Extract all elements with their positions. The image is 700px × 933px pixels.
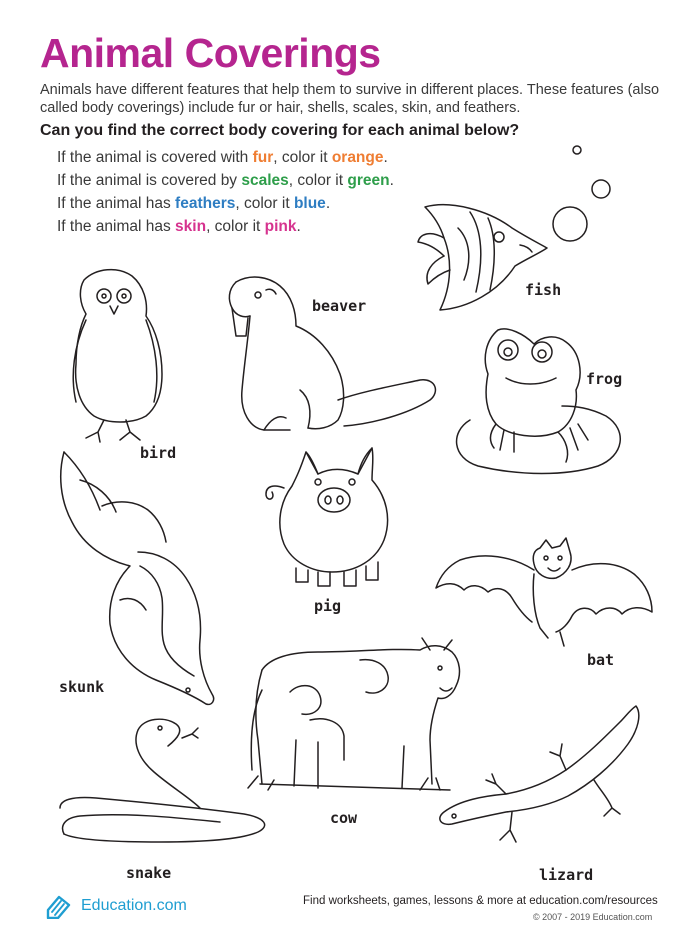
cow-drawing[interactable] <box>248 638 459 790</box>
label-bird: bird <box>140 444 177 462</box>
skunk-drawing[interactable] <box>61 452 214 704</box>
keyword-fur: fur <box>252 149 274 166</box>
label-pig: pig <box>314 597 342 615</box>
label-beaver: beaver <box>312 297 367 315</box>
pencil-logo-icon <box>45 893 75 919</box>
page-title: Animal Coverings <box>40 30 381 76</box>
label-skunk: skunk <box>59 678 105 696</box>
label-fish: fish <box>525 281 562 299</box>
instruction-feathers: If the animal has feathers, color it blue. <box>57 195 331 212</box>
label-cow: cow <box>330 809 358 827</box>
instruction-scales: If the animal is covered by scales, color it green. <box>57 172 394 189</box>
copyright-text: © 2007 - 2019 Education.com <box>533 912 653 922</box>
brand-logo[interactable] <box>45 893 187 919</box>
bird-drawing[interactable] <box>73 270 162 442</box>
pig-drawing[interactable] <box>266 448 388 586</box>
intro-text: Animals have different features that help them to survive in different places. These features (also called body coverings) include fur or hair, shells, scales, skin, and feathers. <box>40 82 660 116</box>
brand-name: Education.com <box>81 897 187 914</box>
lizard-drawing[interactable] <box>440 706 639 842</box>
color-word-orange: orange <box>331 149 384 166</box>
instruction-fur: If the animal is covered with fur, color it orange. <box>57 149 388 166</box>
frog-drawing[interactable] <box>457 329 621 474</box>
color-word-green: green <box>347 172 390 189</box>
bubbles-drawing <box>553 146 610 241</box>
label-lizard: lizard <box>539 866 594 884</box>
label-frog: frog <box>586 370 623 388</box>
keyword-skin: skin <box>175 218 207 235</box>
bat-drawing[interactable] <box>436 538 652 646</box>
footer-resources-link[interactable]: Find worksheets, games, lessons & more at education.com/resources <box>303 895 658 907</box>
keyword-feathers: feathers <box>175 195 236 212</box>
color-word-blue: blue <box>293 195 326 212</box>
label-bat: bat <box>587 651 615 669</box>
question-text: Can you find the correct body covering for each animal below? <box>40 122 520 139</box>
color-word-pink: pink <box>264 218 297 235</box>
keyword-scales: scales <box>241 172 289 189</box>
instruction-skin: If the animal has skin, color it pink. <box>57 218 301 235</box>
label-snake: snake <box>126 864 172 882</box>
snake-drawing[interactable] <box>60 719 265 842</box>
